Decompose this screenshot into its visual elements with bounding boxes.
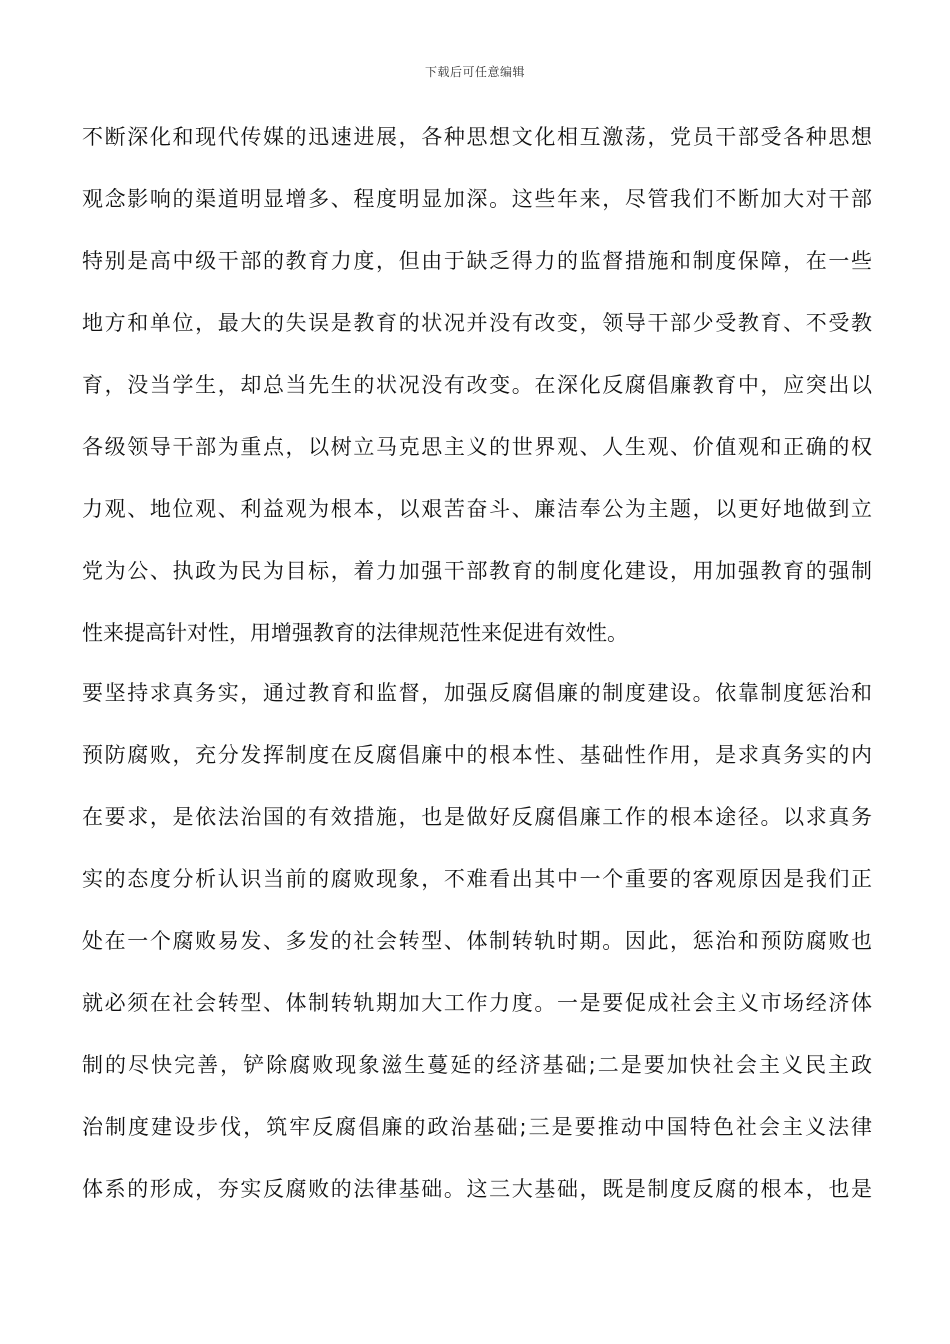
page-header: 下载后可任意编辑 bbox=[424, 65, 525, 79]
text-line: 地方和单位，最大的失误是教育的状况并没有改变，领导干部少受教育、不受教 bbox=[82, 311, 872, 335]
text-line: 育，没当学生，却总当先生的状况没有改变。在深化反腐倡廉教育中，应突出以 bbox=[82, 373, 872, 397]
text-line: 力观、地位观、利益观为根本，以艰苦奋斗、廉洁奉公为主题，以更好地做到立 bbox=[82, 497, 872, 521]
text-line: 制的尽快完善，铲除腐败现象滋生蔓延的经济基础;二是要加快社会主义民主政 bbox=[82, 1053, 872, 1077]
text-line: 党为公、执政为民为目标，着力加强干部教育的制度化建设，用加强教育的强制 bbox=[82, 559, 872, 583]
text-line: 在要求，是依法治国的有效措施，也是做好反腐倡廉工作的根本途径。以求真务 bbox=[82, 805, 872, 829]
text-line: 治制度建设步伐，筑牢反腐倡廉的政治基础;三是要推动中国特色社会主义法律 bbox=[82, 1115, 872, 1139]
text-line: 就必须在社会转型、体制转轨期加大工作力度。一是要促成社会主义市场经济体 bbox=[82, 991, 872, 1015]
text-line: 处在一个腐败易发、多发的社会转型、体制转轨时期。因此，惩治和预防腐败也 bbox=[82, 929, 872, 953]
text-line: 要坚持求真务实，通过教育和监督，加强反腐倡廉的制度建设。依靠制度惩治和 bbox=[82, 681, 872, 705]
text-line: 性来提高针对性，用增强教育的法律规范性来促进有效性。 bbox=[82, 621, 628, 645]
text-line: 实的态度分析认识当前的腐败现象，不难看出其中一个重要的客观原因是我们正 bbox=[82, 867, 872, 891]
text-line: 不断深化和现代传媒的迅速进展，各种思想文化相互激荡，党员干部受各种思想 bbox=[82, 125, 872, 149]
text-line: 预防腐败，充分发挥制度在反腐倡廉中的根本性、基础性作用，是求真务实的内 bbox=[82, 743, 872, 767]
text-line: 体系的形成，夯实反腐败的法律基础。这三大基础，既是制度反腐的根本，也是 bbox=[82, 1177, 872, 1201]
text-line: 特别是高中级干部的教育力度，但由于缺乏得力的监督措施和制度保障，在一些 bbox=[82, 249, 872, 273]
text-line: 各级领导干部为重点，以树立马克思主义的世界观、人生观、价值观和正确的权 bbox=[82, 435, 872, 459]
text-line: 观念影响的渠道明显增多、程度明显加深。这些年来，尽管我们不断加大对干部 bbox=[82, 187, 872, 211]
